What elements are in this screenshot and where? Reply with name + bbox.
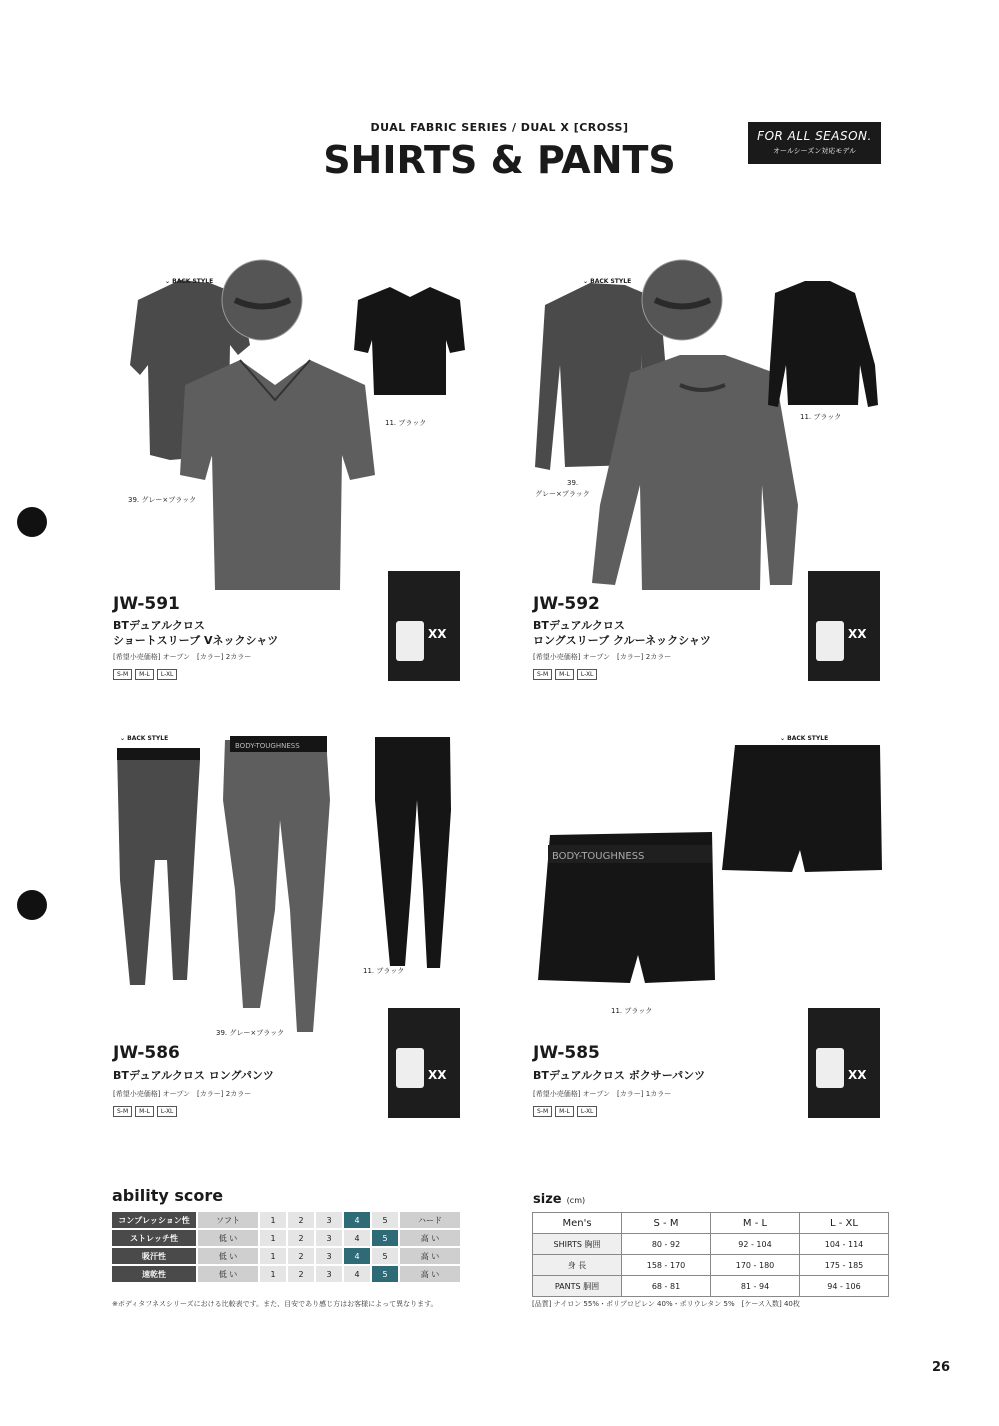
ability-score-table [110, 1210, 462, 1284]
score-cell: 5 [372, 1266, 398, 1282]
size-chip: M-L [135, 669, 154, 680]
size-header-cell: S - M [622, 1213, 711, 1234]
size-options [533, 1106, 597, 1117]
score-cell: 1 [260, 1212, 286, 1228]
size-cell: 92 - 104 [711, 1234, 800, 1255]
ability-high: 高 い [400, 1248, 460, 1264]
ability-note: ※ボディタフネスシリーズにおける比較表です。また、目安であり感じ方はお客様によって異なります。 [112, 1300, 438, 1308]
ability-label: コンプレッション性 [112, 1212, 196, 1228]
size-row [533, 1276, 889, 1297]
product-code: JW-592 [533, 594, 600, 614]
score-cell: 1 [260, 1266, 286, 1282]
size-chip: S-M [533, 669, 552, 680]
size-chip: L-XL [157, 669, 178, 680]
ability-row [112, 1212, 460, 1228]
size-chip: S-M [533, 1106, 552, 1117]
score-cell: 1 [260, 1230, 286, 1246]
product-code: JW-591 [113, 594, 180, 614]
bullet-dot [17, 507, 47, 537]
size-chip: S-M [113, 1106, 132, 1117]
size-cell: 68 - 81 [622, 1276, 711, 1297]
price-info: [希望小売価格] オープン [カラー] 2カラー [113, 653, 252, 661]
season-badge-title: FOR ALL SEASON. [757, 129, 872, 143]
package-image [388, 1008, 460, 1118]
waistband-text: BODY-TOUGHNESS [235, 742, 300, 750]
score-cell: 4 [344, 1212, 370, 1228]
color-label: 11. ブラック [385, 419, 427, 427]
package-logo: XX [428, 627, 447, 641]
score-cell: 4 [344, 1230, 370, 1246]
score-cell: 2 [288, 1248, 314, 1264]
ability-row [112, 1230, 460, 1246]
score-cell: 2 [288, 1212, 314, 1228]
season-badge-sub: オールシーズン対応モデル [773, 147, 856, 155]
score-cell: 5 [372, 1248, 398, 1264]
size-row-label: 身 長 [533, 1255, 622, 1276]
size-unit: (cm) [566, 1196, 586, 1205]
package-window [396, 1048, 424, 1088]
size-cell: 80 - 92 [622, 1234, 711, 1255]
size-cell: 158 - 170 [622, 1255, 711, 1276]
package-image [388, 571, 460, 681]
color-label: 39. グレー×ブラック [128, 496, 197, 504]
ability-low: ソフト [198, 1212, 258, 1228]
size-row-label: PANTS 胴囲 [533, 1276, 622, 1297]
size-cell: 81 - 94 [711, 1276, 800, 1297]
size-heading: size [533, 1192, 562, 1207]
size-row [533, 1234, 889, 1255]
ability-label: 速乾性 [112, 1266, 196, 1282]
product-code: JW-585 [533, 1043, 600, 1063]
color-label: グレー×ブラック [535, 490, 590, 498]
product-code: JW-586 [113, 1043, 180, 1063]
price-info: [希望小売価格] オープン [カラー] 1カラー [533, 1090, 672, 1098]
score-cell: 3 [316, 1212, 342, 1228]
product-name: ロングスリーブ クルーネックシャツ [533, 634, 711, 647]
bullet-dot [17, 890, 47, 920]
package-window [816, 621, 844, 661]
size-cell: 104 - 114 [800, 1234, 889, 1255]
size-options [113, 669, 177, 680]
size-table [532, 1212, 889, 1297]
size-header-row [533, 1213, 889, 1234]
package-window [816, 1048, 844, 1088]
size-title [533, 1188, 585, 1207]
back-style-label: ⌄ BACK STYLE [120, 735, 169, 742]
score-cell: 3 [316, 1266, 342, 1282]
ability-high: ハード [400, 1212, 460, 1228]
product-jw592-illustration [530, 255, 890, 595]
price-info: [希望小売価格] オープン [カラー] 2カラー [113, 1090, 252, 1098]
package-window [396, 621, 424, 661]
score-cell: 5 [372, 1230, 398, 1246]
score-cell: 4 [344, 1248, 370, 1264]
score-cell: 2 [288, 1266, 314, 1282]
product-name: ショートスリーブ Vネックシャツ [113, 634, 279, 647]
ability-label: ストレッチ性 [112, 1230, 196, 1246]
series-title: DUAL FABRIC SERIES / DUAL X [CROSS] [370, 121, 629, 134]
size-chip: M-L [135, 1106, 154, 1117]
size-row [533, 1255, 889, 1276]
product-jw591-illustration [110, 255, 390, 595]
package-image [808, 1008, 880, 1118]
color-label: 39. グレー×ブラック [216, 1029, 285, 1037]
score-cell: 4 [344, 1266, 370, 1282]
size-options [533, 669, 597, 680]
size-cell: 94 - 106 [800, 1276, 889, 1297]
price-info: [希望小売価格] オープン [カラー] 2カラー [533, 653, 672, 661]
product-name: BTデュアルクロス ロングパンツ [113, 1069, 274, 1082]
score-cell: 2 [288, 1230, 314, 1246]
size-cell: 170 - 180 [711, 1255, 800, 1276]
size-chip: L-XL [577, 1106, 598, 1117]
size-header-cell: Men's [533, 1213, 622, 1234]
ability-score-title: ability score [112, 1186, 224, 1205]
score-cell: 1 [260, 1248, 286, 1264]
size-header-cell: M - L [711, 1213, 800, 1234]
score-cell: 3 [316, 1248, 342, 1264]
size-chip: M-L [555, 669, 574, 680]
size-header-cell: L - XL [800, 1213, 889, 1234]
color-label: 11. ブラック [611, 1007, 653, 1015]
back-style-label: ⌄ BACK STYLE [780, 735, 829, 742]
product-name: BTデュアルクロス ボクサーパンツ [533, 1069, 706, 1082]
product-jw585-illustration [530, 740, 890, 1000]
material-info: [品質] ナイロン 55%・ポリプロピレン 40%・ポリウレタン 5% [ケース入数] 40枚 [532, 1300, 800, 1308]
ability-low: 低 い [198, 1248, 258, 1264]
ability-high: 高 い [400, 1230, 460, 1246]
product-name: BTデュアルクロス [113, 619, 205, 632]
size-cell: 175 - 185 [800, 1255, 889, 1276]
waistband-text: BODY-TOUGHNESS [552, 851, 645, 862]
color-label: 39. [567, 479, 579, 487]
page-title: SHIRTS & PANTS [323, 138, 676, 182]
ability-label: 吸汗性 [112, 1248, 196, 1264]
ability-high: 高 い [400, 1266, 460, 1282]
product-name: BTデュアルクロス [533, 619, 625, 632]
size-chip: M-L [555, 1106, 574, 1117]
back-style-label: ⌄ BACK STYLE [583, 278, 632, 285]
ability-row [112, 1266, 460, 1282]
package-image [808, 571, 880, 681]
season-badge [748, 122, 881, 164]
size-chip: S-M [113, 669, 132, 680]
page-number: 26 [932, 1360, 951, 1375]
package-logo: XX [848, 627, 867, 641]
size-options [113, 1106, 177, 1117]
color-label: 11. ブラック [363, 967, 405, 975]
score-cell: 5 [372, 1212, 398, 1228]
ability-low: 低 い [198, 1266, 258, 1282]
ability-low: 低 い [198, 1230, 258, 1246]
package-logo: XX [428, 1068, 447, 1082]
size-chip: L-XL [577, 669, 598, 680]
score-cell: 3 [316, 1230, 342, 1246]
product-jw586-illustration [105, 740, 465, 1040]
size-chip: L-XL [157, 1106, 178, 1117]
ability-row [112, 1248, 460, 1264]
back-style-label: ⌄ BACK STYLE [165, 278, 214, 285]
size-row-label: SHIRTS 胸囲 [533, 1234, 622, 1255]
package-logo: XX [848, 1068, 867, 1082]
color-label: 11. ブラック [800, 413, 842, 421]
